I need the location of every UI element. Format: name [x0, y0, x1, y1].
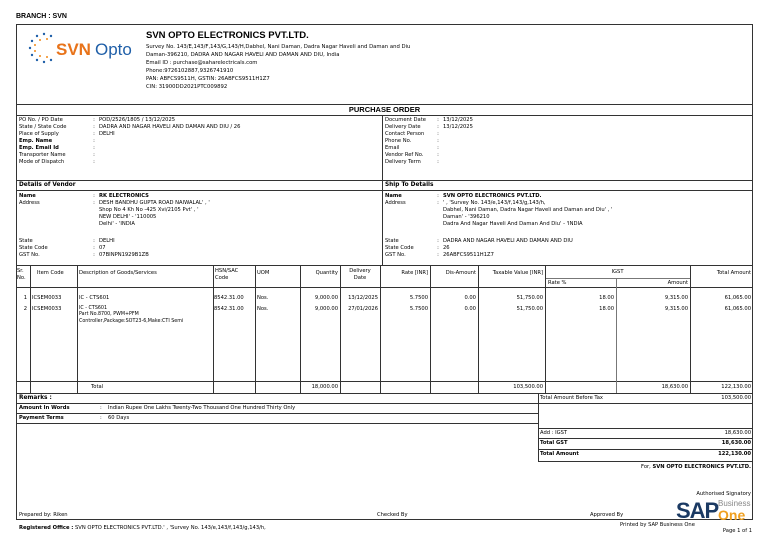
- payment-terms: 60 Days: [108, 415, 130, 421]
- row1-taxable: 51,750.00: [516, 295, 543, 301]
- ship-to-heading: Ship To Details: [385, 182, 434, 188]
- company-address-line: Survey No. 143/E,143/F,143/G,143/H,Dabhel, Nani Daman, Dadra Nagar Haveli and Daman and Diu: [146, 44, 411, 50]
- vendor-tax-details: State : DELHI State Code : 07 GST No. : 07BINPN1929B1ZB: [19, 238, 379, 259]
- sap-logo-text: SAP: [676, 498, 719, 523]
- email-value: [443, 145, 745, 152]
- po-no-label: PO No. / PO Date: [19, 117, 63, 123]
- row2-dis: 0.00: [464, 306, 476, 312]
- registered-office-text: SVN OPTO ELECTRONICS PVT.LTD.' , 'Survey No. 143/e,143/f,143/g,143/h,: [75, 525, 266, 531]
- row2-desc-line: IC - CTS601: [79, 306, 108, 311]
- emp-name-label: Emp. Name: [19, 138, 53, 145]
- printed-by: Printed by SAP Business One: [620, 522, 695, 528]
- place-of-supply-label: Place of Supply: [19, 131, 59, 138]
- dispatch-mode-label: Mode of Dispatch: [19, 159, 65, 166]
- vendor-state-code: 07: [99, 245, 106, 252]
- email-label: Email: [385, 145, 400, 152]
- vendor-address-line: NEW DELHI' - '110005: [99, 214, 157, 221]
- vendor-name: RK ELECTRONICS: [99, 193, 149, 199]
- sap-logo-one: One: [718, 507, 746, 523]
- for-company-name: SVN OPTO ELECTRONICS PVT.LTD.: [652, 464, 751, 470]
- ship-name: SVN OPTO ELECTRONICS PVT.LTD.: [443, 193, 542, 199]
- vendor-address-line: Shop No 4 Kh No -425 Xvi/2105 Pvt' , ': [99, 207, 199, 214]
- prepared-by: Prepared by: Riken: [19, 512, 68, 518]
- total-row-igst: 18,630.00: [661, 384, 688, 390]
- col-total-header: Total Amount: [716, 270, 751, 276]
- total-row-qty: 18,000.00: [311, 384, 338, 390]
- col-desc-header: Description of Goods/Services: [79, 270, 157, 276]
- row1-igst-rate: 18.00: [599, 295, 614, 301]
- po-no-value: POD/2526/1805 / 13/12/2025: [99, 117, 176, 123]
- registered-office: [19, 525, 266, 532]
- po-info-left: PO No. / PO Date : POD/2526/1805 / 13/12/2025 State / State Code : DADRA AND NAGAR HAVELI AND DAMAN AND DIU / 26 Place of Supply : DELHI Emp. Name : Emp. Email Id : Transporter Name : Mode of Dispatch :: [19, 117, 379, 166]
- igst-total-label: Add : IGST: [540, 430, 568, 436]
- document-title: PURCHASE ORDER: [348, 105, 421, 114]
- vendor-ref-label: Vendor Ref No.: [385, 152, 424, 159]
- state-value: DADRA AND NAGAR HAVELI AND DAMAN AND DIU / 26: [99, 124, 241, 131]
- col-qty-header: Quantity: [315, 270, 338, 276]
- company-cin: CIN: 31900DD2021PTC009892: [146, 83, 228, 90]
- vendor-ref-value: [443, 152, 745, 159]
- total-amount-value: 122,130.00: [718, 451, 751, 457]
- row2-sr: 2: [23, 306, 27, 312]
- phone-value: [443, 138, 745, 145]
- page-number: Page 1 of 1: [722, 528, 752, 534]
- vendor-gst: 07BINPN1929B1ZB: [99, 252, 149, 259]
- total-row-taxable: 103,500.00: [513, 384, 543, 390]
- delivery-date-value: 13/12/2025: [443, 124, 473, 131]
- document-date-label: Document Date: [385, 117, 426, 123]
- ship-address-line: ' , 'Survey No. 143/e,143/f,143/g,143/h,: [443, 200, 546, 207]
- company-address-line: Daman-396210, DADRA AND NAGAR HAVELI AND DAMAN AND DIU, India: [146, 51, 340, 58]
- row2-rate: 5.7500: [409, 306, 428, 312]
- ship-state: DADRA AND NAGAR HAVELI AND DAMAN AND DIU: [443, 238, 573, 244]
- company-logo: [22, 28, 142, 68]
- vendor-address-line: DESH BANDHU GUPTA ROAD NAIWALAL' , ': [99, 200, 210, 207]
- ship-address-line: Dabhel, Nani Daman, Dadra Nagar Haveli and Daman and Diu' , ': [443, 207, 613, 214]
- total-row-amount: 122,130.00: [721, 384, 751, 390]
- row1-dis: 0.00: [464, 295, 476, 301]
- row2-hsn: 8542.31.00: [214, 306, 244, 312]
- ship-gst: 26ABFCS9511H1Z7: [443, 252, 494, 259]
- row2-igst-amt: 9,315.00: [664, 306, 688, 312]
- ship-to-tax-details: State : DADRA AND NAGAR HAVELI AND DAMAN AND DIU State Code : 26 GST No. : 26ABFCS9511H1Z7: [385, 238, 750, 259]
- remarks-label: Remarks :: [19, 395, 52, 401]
- vendor-address-line: Delhi' - 'INDIA: [99, 221, 135, 228]
- transporter-label: Transporter Name: [19, 152, 66, 159]
- col-sr-header: Sr. No.: [17, 268, 26, 282]
- col-uom-header: UOM: [257, 270, 270, 276]
- document-date-value: 13/12/2025: [443, 117, 473, 123]
- col-igst-header: IGST: [611, 269, 624, 275]
- row1-rate: 5.7500: [409, 295, 428, 301]
- row1-qty: 9,000.00: [314, 295, 338, 301]
- row2-desc-line: Controller,Package:SOT23-6,Make:CTI Semi: [79, 318, 184, 324]
- total-gst-label: Total GST: [540, 440, 568, 446]
- emp-name-value: [99, 138, 379, 145]
- branch-label: BRANCH : SVN: [16, 13, 67, 20]
- row1-item: ICSEM0033: [32, 295, 62, 301]
- ship-address-line: Daman' - '396210: [443, 214, 490, 221]
- ship-state-label: State: [385, 238, 399, 244]
- row1-total: 61,065.00: [724, 295, 751, 301]
- col-dis-header: Dis-Amount: [445, 270, 476, 276]
- igst-total-value: 18,630.00: [724, 430, 751, 436]
- phone-label: Phone No.: [385, 138, 412, 145]
- checked-by: Checked By: [377, 512, 408, 518]
- col-item-header: Item Code: [37, 270, 64, 276]
- row1-uom: Nos.: [257, 295, 269, 301]
- payment-terms-colon: :: [100, 415, 102, 421]
- col-taxable-header: Taxable Value [INR]: [492, 270, 543, 276]
- row2-igst-rate: 18.00: [599, 306, 614, 312]
- vendor-details: Name : RK ELECTRONICS Address : DESH BANDHU GUPTA ROAD NAIWALAL' , ' Shop No 4 Kh No -425 Xvi/2105 Pvt' , ' NEW DELHI' - '110005 Delhi' - 'INDIA: [19, 193, 379, 228]
- sap-logo-business: Business: [718, 499, 751, 508]
- vendor-state-label: State: [19, 238, 33, 244]
- contact-person-label: Contact Person: [385, 131, 425, 138]
- row2-total: 61,065.00: [724, 306, 751, 312]
- total-amount-label: Total Amount: [540, 451, 579, 457]
- vendor-name-label: Name: [19, 193, 36, 199]
- for-company: [500, 464, 751, 471]
- row2-qty: 9,000.00: [314, 306, 338, 312]
- row1-desc: IC - CTS601: [79, 295, 110, 301]
- ship-state-code: 26: [443, 245, 450, 252]
- before-tax-label: Total Amount Before Tax: [540, 395, 603, 401]
- vendor-address-label: Address: [19, 200, 40, 207]
- before-tax-value: 103,500.00: [721, 395, 751, 401]
- vendor-heading: Details of Vendor: [19, 182, 76, 188]
- sap-business-one-logo: [676, 498, 754, 522]
- amount-words: Indian Rupee One Lakhs Twenty-Two Thousand One Hundred Thirty Only: [108, 405, 296, 411]
- state-label: State / State Code: [19, 124, 67, 131]
- emp-email-value: [99, 145, 379, 152]
- transporter-value: [99, 152, 379, 159]
- total-row-label: Total: [91, 384, 104, 390]
- ship-address-line: Dadra And Nagar Haveli And Daman And Diu' - 'INDIA: [443, 221, 583, 228]
- row2-desc-line: Part No.8700, PWM+PFM: [79, 312, 139, 318]
- row1-igst-amt: 9,315.00: [664, 295, 688, 301]
- total-gst-value: 18,630.00: [721, 440, 751, 446]
- company-email: Email ID : purchase@saharelectricals.com: [146, 59, 258, 66]
- delivery-term-value: [443, 159, 745, 166]
- ship-state-code-label: State Code: [385, 245, 414, 252]
- svg-text:Opto: Opto: [95, 40, 132, 59]
- ship-name-label: Name: [385, 193, 402, 199]
- emp-email-label: Emp. Email Id: [19, 145, 59, 152]
- company-address: [146, 44, 466, 92]
- row1-deldate: 13/12/2025: [348, 295, 378, 301]
- vendor-gst-label: GST No.: [19, 252, 40, 259]
- registered-office-label: Registered Office :: [19, 525, 74, 531]
- place-of-supply-value: DELHI: [99, 131, 115, 138]
- ship-gst-label: GST No.: [385, 252, 406, 259]
- col-rate-header: Rate [INR]: [401, 270, 428, 276]
- dispatch-mode-value: [99, 159, 379, 166]
- ship-to-details: Name : SVN OPTO ELECTRONICS PVT.LTD. Address : ' , 'Survey No. 143/e,143/f,143/g,143/h, Dabhel, Nani Daman, Dadra Nagar Haveli and Daman and Diu' , ' Daman' - '396210 Dadra And Nagar Haveli And Daman And Diu' - 'INDIA: [385, 193, 750, 228]
- amount-words-colon: :: [100, 405, 102, 411]
- svg-text:SVN: SVN: [56, 40, 91, 59]
- company-phone: Phone:9726102887,9326741910: [146, 67, 234, 74]
- col-igst-rate-header: Rate %: [548, 280, 567, 286]
- row2-taxable: 51,750.00: [516, 306, 543, 312]
- po-info-right: Document Date : 13/12/2025 Delivery Date : 13/12/2025 Contact Person : Phone No. : Email : Vendor Ref No. : Delivery Term :: [385, 117, 745, 166]
- for-prefix: For,: [641, 464, 651, 470]
- ship-address-label: Address: [385, 200, 406, 207]
- authorised-signatory: Authorised Signatory: [696, 491, 751, 497]
- row1-hsn: 8542.31.00: [214, 295, 244, 301]
- approved-by: Approved By: [590, 512, 624, 518]
- delivery-term-label: Delivery Term: [385, 159, 421, 166]
- row2-desc: [79, 306, 212, 325]
- row2-deldate: 27/01/2026: [348, 306, 378, 312]
- vendor-state: DELHI: [99, 238, 115, 244]
- contact-person-value: [443, 131, 745, 138]
- row2-uom: Nos.: [257, 306, 269, 312]
- payment-terms-label: Payment Terms: [19, 415, 64, 421]
- row1-sr: 1: [23, 295, 27, 301]
- company-pan-gstin: PAN: ABFCS9511H, GSTIN: 26ABFCS9511H1Z7: [146, 75, 270, 82]
- col-igst-amt-header: Amount: [667, 280, 688, 286]
- vendor-state-code-label: State Code: [19, 245, 48, 252]
- row2-item: ICSEM0033: [32, 306, 62, 312]
- col-deldate-header: Delivery Date: [349, 268, 371, 282]
- col-hsn-header: HSN/SAC Code: [215, 268, 239, 282]
- amount-words-label: Amount In Words: [19, 405, 70, 411]
- delivery-date-label: Delivery Date: [385, 124, 421, 131]
- company-name: SVN OPTO ELECTRONICS PVT.LTD.: [146, 30, 309, 41]
